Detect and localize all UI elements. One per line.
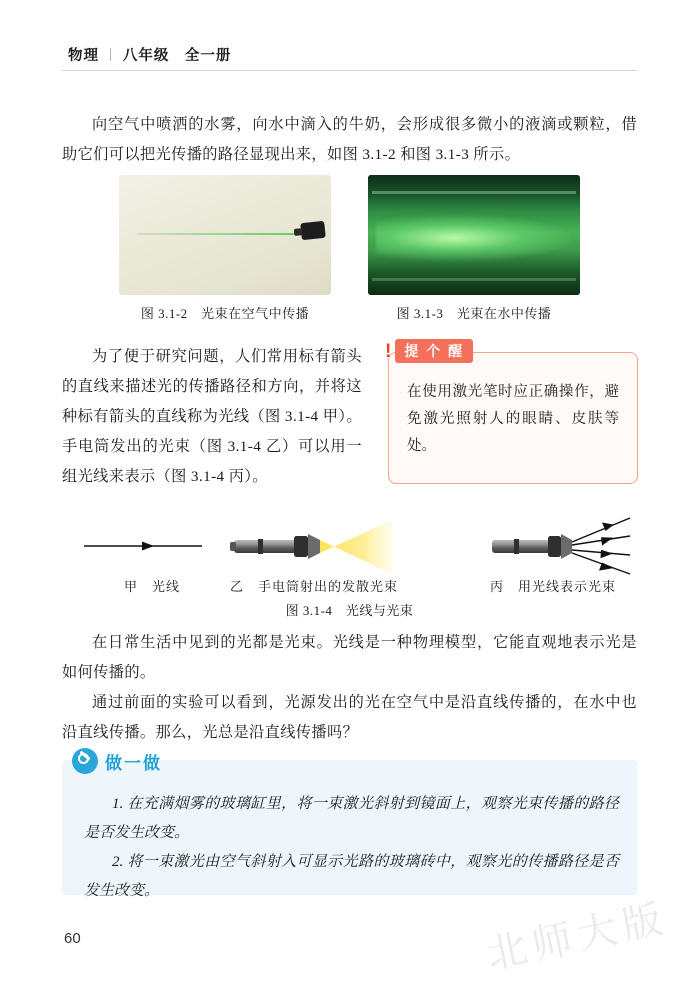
laser-pointer-shape [300,221,326,240]
wrench-icon [72,748,98,774]
diagram-label-yi: 乙 手电筒射出的发散光束 [230,579,399,594]
diagram-label-bing: 丙 用光线表示光束 [490,579,617,594]
diagram-label-jia: 甲 光线 [124,579,181,594]
watermark: 北师大版 [482,895,673,978]
header-subject: 物理 [68,48,99,64]
tip-header [385,339,473,363]
header-separator: | [109,46,113,62]
figure-air-photo [119,175,331,295]
paragraph-model: 在日常生活中见到的光都是光束。光线是一种物理模型，它能直观地表示光是如何传播的。 [62,634,637,681]
tank-rim-top [372,191,576,194]
activity-title: 做一做 [105,753,162,773]
activity-box [62,753,637,899]
activity-item-2: 2. 将一束激光由空气斜射入可显示光路的玻璃砖中，观察光的传播路径是否发生改变。 [84,854,619,899]
tip-text: 在使用激光笔时应正确操作，避免激光照射人的眼睛、皮肤等处。 [407,384,619,454]
figure-water-caption: 图 3.1-3 光束在水中传播 [396,306,552,321]
figure-air-caption: 图 3.1-2 光束在空气中传播 [140,306,310,321]
page-header [68,44,231,65]
laser-glow-shape [376,215,572,261]
paragraph-intro: 向空气中喷洒的水雾，向水中滴入的牛奶，会形成很多微小的液滴或颗粒，借助它们可以把光传播的路径显现出来，如图 3.1-2 和图 3.1-3 所示。 [62,116,637,163]
tip-title: 提 个 醒 [395,339,473,363]
paragraph-light-ray: 为了便于研究问题，人们常用标有箭头的直线来描述光的传播路径和方向，并将这种标有箭头的直线称为光线（图 3.1-4 甲）。手电筒发出的光束（图 3.1-4 乙）可以用一组光线来表示（图 3.1-4 丙）。 [62,348,362,485]
laser-beam-shape [137,233,305,235]
tip-box [385,340,638,484]
header-grade: 八年级 全一册 [122,48,232,64]
figure-water-photo [368,175,580,295]
activity-header [72,748,162,774]
diagram-caption: 图 3.1-4 光线与光束 [285,603,414,618]
header-divider [62,70,637,71]
activity-body [84,790,619,906]
figure-row [62,175,637,320]
warning-icon: ! [385,340,392,362]
tank-rim-bottom [372,278,576,281]
activity-item-1: 1. 在充满烟雾的玻璃缸里，将一束激光斜射到镜面上，观察光束传播的路径是否发生改变。 [84,796,619,841]
paragraph-question: 通过前面的实验可以看到，光源发出的光在空气中是沿直线传播的，在水中也沿直线传播。那么，光总是沿直线传播吗？ [62,694,637,741]
light-ray-diagram [62,500,637,620]
page-number: 60 [64,930,81,947]
